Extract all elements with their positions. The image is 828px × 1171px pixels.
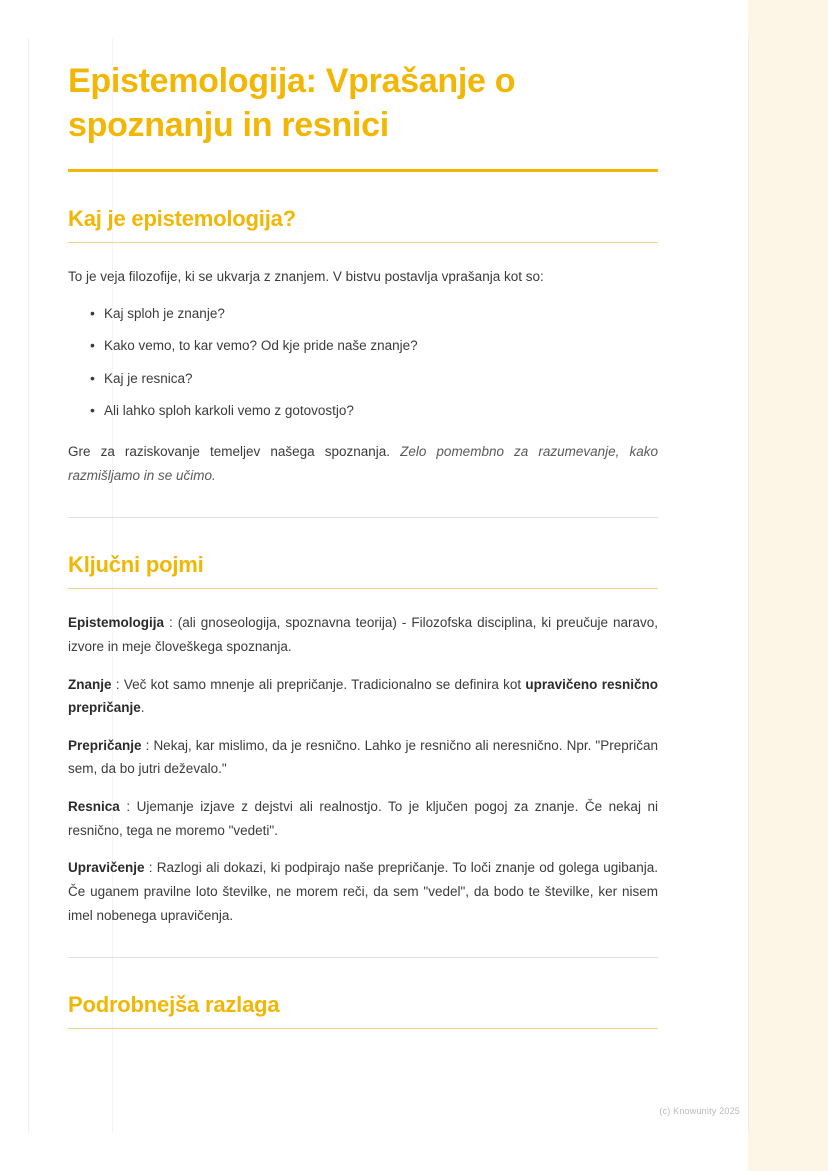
section-divider — [68, 1028, 658, 1029]
definition-term: Znanje — [68, 676, 112, 692]
title-divider — [68, 169, 658, 172]
section-key-terms — [68, 552, 658, 927]
section-separator — [68, 517, 658, 518]
definition-term: Prepričanje — [68, 737, 142, 753]
definition-item — [68, 673, 658, 720]
definition-emphasis: upravičeno resnično prepričanje — [68, 676, 658, 716]
section-intro-text: To je veja filozofije, ki se ukvarja z znanjem. V bistvu postavlja vprašanja kot so: — [68, 269, 544, 285]
outro-italic-text: Zelo pomembno za razumevanje, kako razmišljamo in se učimo. — [68, 444, 658, 483]
definition-term: Upravičenje — [68, 860, 145, 876]
definition-item — [68, 611, 658, 658]
definition-term: Resnica — [68, 799, 120, 815]
section-divider — [68, 242, 658, 243]
list-item: • Kaj je resnica? — [90, 368, 658, 390]
list-item: • Ali lahko sploh karkoli vemo z gotovostjo? — [90, 400, 658, 422]
copyright-watermark: (c) Knowunity 2025 — [659, 1106, 740, 1116]
definition-text: Več kot samo mnenje ali prepričanje. Tradicionalno se definira kot — [123, 676, 526, 692]
section-heading: Podrobnejša razlaga — [68, 992, 280, 1018]
outro-plain-text: Gre za raziskovanje temeljev našega spoznanja. — [68, 444, 391, 460]
definition-text: (ali gnoseologija, spoznavna teorija) - Filozofska disciplina, ki preučuje naravo, izvore in meje človeškega spoznanja. — [68, 615, 658, 654]
definition-separator: : — [144, 860, 157, 876]
definition-item — [68, 856, 658, 927]
section-heading: Kaj je epistemologija? — [68, 206, 296, 232]
page-title: Epistemologija: Vprašanje o spoznanju in resnici — [68, 62, 516, 144]
section-what-is-epistemology — [68, 206, 658, 487]
definition-term: Epistemologija — [68, 615, 165, 631]
definition-text: Nekaj, kar mislimo, da je resnično. Lahko je resnično ali neresnično. Npr. "Prepričan sem, da bo jutri deževalo." — [68, 737, 658, 777]
definition-text: Razlogi ali dokazi, ki podpirajo naše prepričanje. To loči znanje od golega ugibanja. Če uganem pravilne loto številke, ne morem reči, da sem "vedel", da bodo te številke, ker nisem imel nobenega upravičenja. — [68, 860, 658, 923]
list-item: • Kaj sploh je znanje? — [90, 303, 658, 325]
section-divider — [68, 588, 658, 589]
question-list — [68, 303, 658, 422]
definition-text-tail: . — [140, 700, 145, 716]
section-detailed-explanation — [68, 992, 658, 1029]
section-heading: Ključni pojmi — [68, 552, 204, 578]
section-outro-paragraph — [68, 440, 658, 487]
definition-separator: : — [164, 615, 178, 631]
definition-text: Ujemanje izjave z dejstvi ali realnostjo. To je ključen pogoj za znanje. Če nekaj ni resnično, tega ne moremo "vedeti". — [68, 799, 658, 838]
definition-item — [68, 795, 658, 842]
section-separator — [68, 957, 658, 958]
definition-item — [68, 734, 658, 781]
definition-separator: : — [119, 799, 137, 815]
list-item: • Kako vemo, to kar vemo? Od kje pride naše znanje? — [90, 335, 658, 357]
definition-separator: : — [111, 676, 124, 692]
definition-separator: : — [141, 737, 154, 753]
